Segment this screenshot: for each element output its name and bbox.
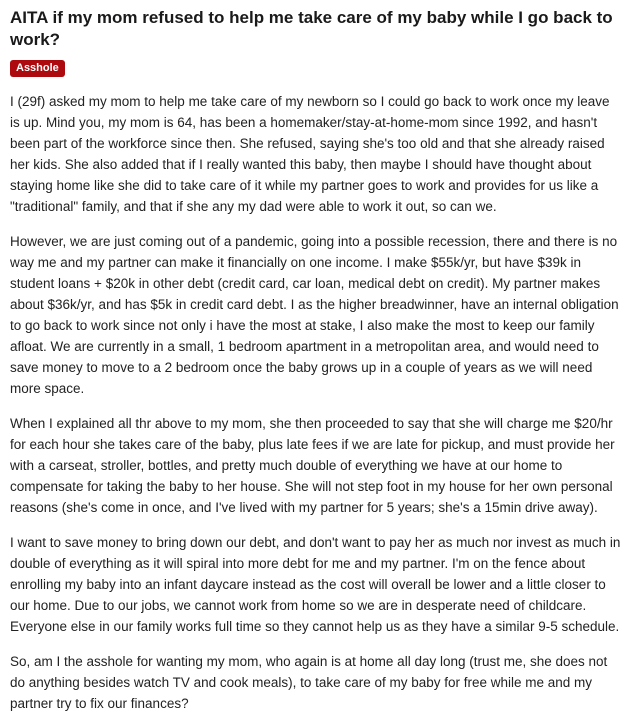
post-paragraph-4: I want to save money to bring down our debt, and don't want to pay her as much nor invest as much in double of everything as it will spiral into more debt for me and my partner. I'm on the fence about enrolling my baby into an infant daycare instead as the cost will overall be lower and a little closer to our home. Due to our jobs, we cannot work from home so we are in desperate need of childcare. Everyone else in our family works full time so they cannot help us as they have a similar 9-5 schedule. (10, 535, 621, 634)
post-paragraph-2: However, we are just coming out of a pandemic, going into a possible recession, there and there is no way me and my partner can make it financially on one income. I make $55k/yr, but have $39k in student loans + $20k in other debt (credit card, car loan, medical debt on credit). My partner makes about $36k/yr, and has $5k in credit card debt. I as the higher breadwinner, have an internal obligation to go back to work since not only i have the most at stake, I also make the most to keep our family afloat. We are currently in a small, 1 bedroom apartment in a metropolitan area, and would need to save money to move to a 2 bedroom once the baby grows up in a couple of years as we will need more space. (10, 234, 619, 396)
post-paragraph-1: I (29f) asked my mom to help me take care of my newborn so I could go back to work once my leave is up. Mind you, my mom is 64, has been a homemaker/stay-at-home-mom since 1992, and hasn't been part of the workforce since then. She refused, saying she's too old and that she already raised her kids. She also added that if I really wanted this baby, then maybe I should have thought about staying home like she did to take care of it while my partner goes to work and provides for us like a "traditional" family, and that if she any my dad were able to work it out, so can we. (10, 94, 610, 214)
flair-badge[interactable]: Asshole (10, 60, 65, 77)
post-paragraph-3: When I explained all thr above to my mom, she then proceeded to say that she will charge me $20/hr for each hour she takes care of the baby, plus late fees if we are late for pickup, and must provide her with a carseat, stroller, bottles, and pretty much double of everything we have at our home to compensate for taking the baby to her house. She will not step foot in my house for her own personal reasons (she's come in once, and I've lived with my partner for 5 years; she's a 15min drive away). (10, 416, 615, 515)
post-body (10, 91, 624, 714)
post-paragraph-5: So, am I the asshole for wanting my mom, who again is at home all day long (trust me, she does not do anything besides watch TV and cook meals), to take care of my baby for free while me and my partner try to fix our finances? (10, 654, 608, 711)
flair-row (10, 58, 624, 77)
post-title: AITA if my mom refused to help me take care of my baby while I go back to work? (10, 8, 613, 49)
